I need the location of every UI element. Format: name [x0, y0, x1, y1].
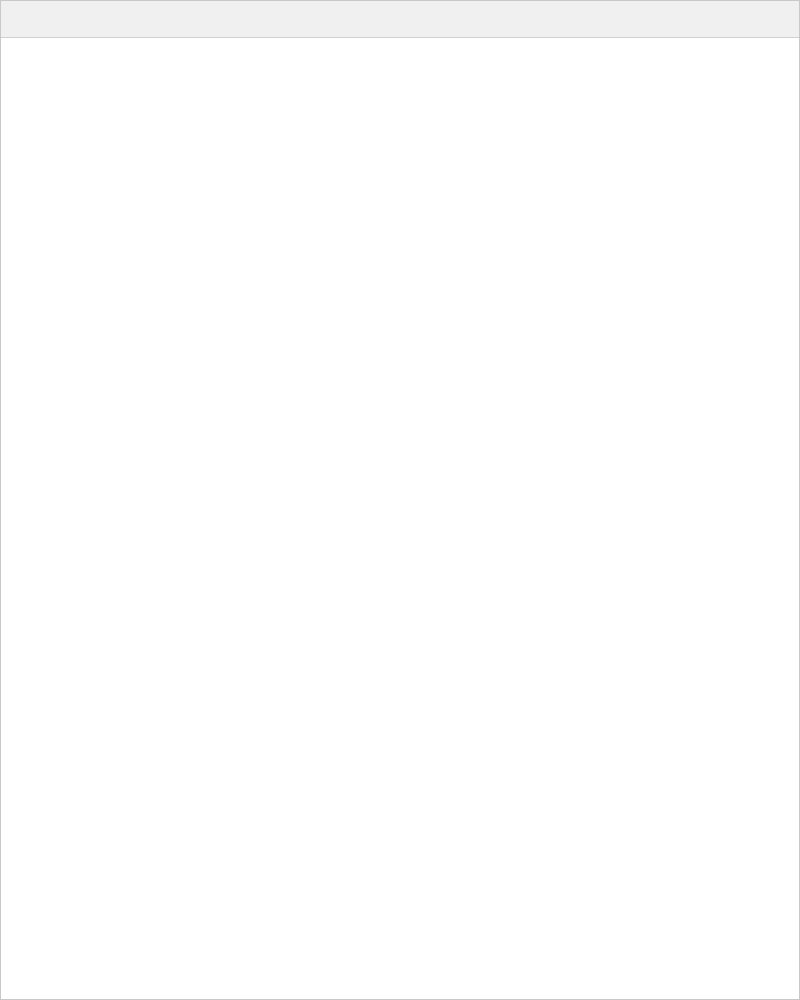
main-content [1, 38, 799, 999]
title-bar [1, 1, 799, 38]
